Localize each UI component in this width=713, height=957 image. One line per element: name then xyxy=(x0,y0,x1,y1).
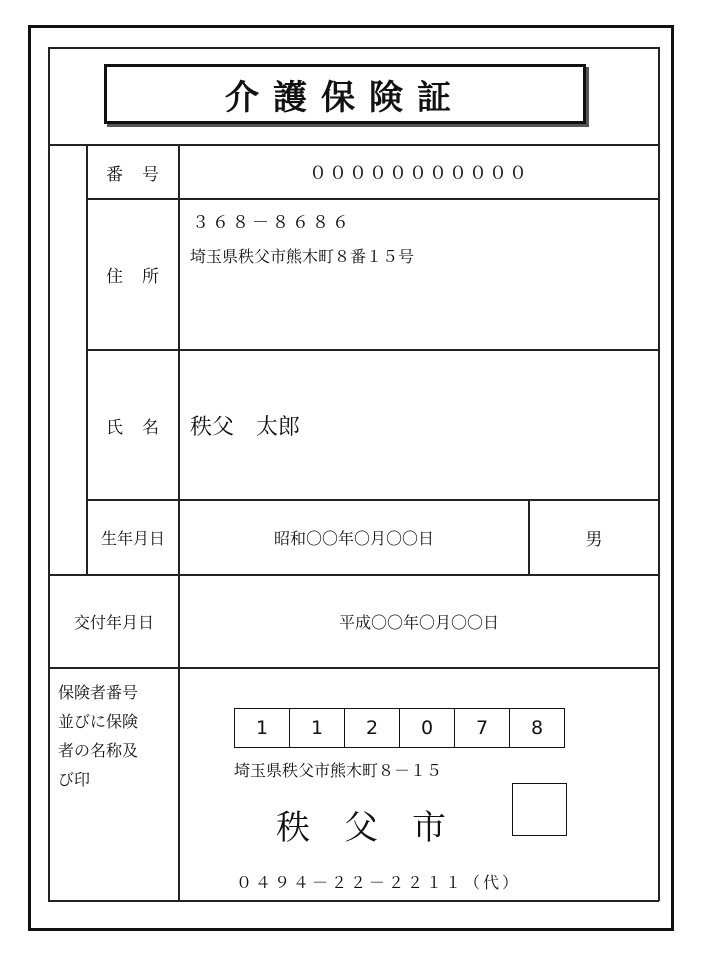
table-left-border xyxy=(48,47,50,901)
insurer-label-line: 並びに保険 xyxy=(58,712,139,731)
insurer-number-digit: 1 xyxy=(234,708,290,748)
table-right-border xyxy=(658,47,660,901)
insurer-number-digit: 0 xyxy=(399,708,455,748)
card-title: 介護保険証 xyxy=(104,64,586,124)
name-label: 氏 名 xyxy=(106,417,160,438)
insurer-number-digit: 1 xyxy=(289,708,345,748)
address-value: 埼玉県秩父市熊木町８番１５号 xyxy=(190,247,415,266)
birthdate-label: 生年月日 xyxy=(100,529,165,548)
insurer-label-line: 者の名称及 xyxy=(58,741,139,760)
gender-value: 男 xyxy=(585,530,603,550)
insurer-name: 秩 父 市 xyxy=(276,808,446,848)
insured-number: ０００００００００００ xyxy=(309,163,529,184)
address-label: 住 所 xyxy=(106,267,160,287)
row-divider xyxy=(48,667,659,669)
postal-code: ３６８－８６８６ xyxy=(192,213,352,233)
birthdate-value: 昭和〇〇年〇月〇〇日 xyxy=(273,529,434,548)
name-value: 秩父 太郎 xyxy=(190,415,301,440)
number-label: 番 号 xyxy=(106,164,160,185)
insurer-address: 埼玉県秩父市熊木町８－１５ xyxy=(234,761,443,780)
insurer-label-line: び印 xyxy=(58,770,91,789)
insurer-number-digit: 7 xyxy=(454,708,510,748)
issue-date-value: 平成〇〇年〇月〇〇日 xyxy=(338,613,499,632)
table-top-border xyxy=(48,47,659,49)
insurer-phone: ０４９４－２２－２２１１（代） xyxy=(236,873,522,892)
table-bottom-border xyxy=(48,900,659,902)
insurer-number-digit: 8 xyxy=(509,708,565,748)
insurer-label xyxy=(58,678,138,794)
issue-date-label: 交付年月日 xyxy=(73,613,154,632)
insurer-label-line: 保険者番号 xyxy=(58,683,139,702)
insurer-number-digit: 2 xyxy=(344,708,400,748)
seal-box xyxy=(512,783,567,836)
